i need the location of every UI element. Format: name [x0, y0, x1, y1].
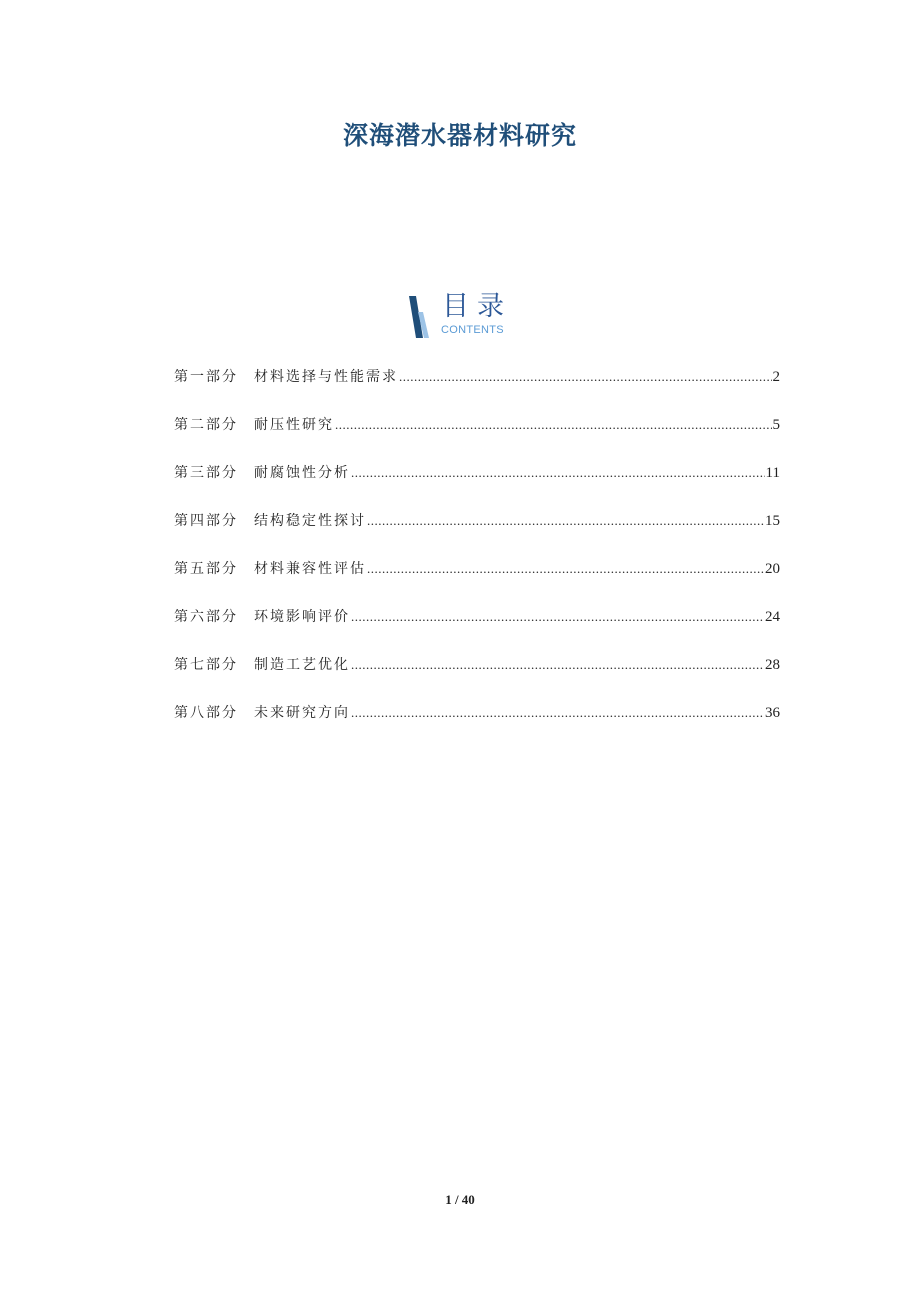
toc-entry-part: 第三部分: [174, 465, 238, 481]
toc-entry-title: 结构稳定性探讨: [254, 513, 366, 529]
toc-entry-page: 24: [765, 609, 780, 625]
toc-entry[interactable]: [174, 654, 780, 702]
document-title: 深海潜水器材料研究: [342, 121, 577, 150]
toc-entry-leader: [351, 702, 764, 724]
toc-entry-title: 材料兼容性评估: [254, 561, 366, 577]
toc-entry[interactable]: [174, 558, 780, 606]
toc-entry-page: 5: [772, 417, 780, 433]
toc-entry-page: 36: [765, 705, 780, 721]
slanted-bars-icon: [406, 294, 432, 340]
toc-entry-leader: [367, 510, 764, 532]
toc-entry-page: 11: [765, 465, 780, 481]
toc-entry-part: 第五部分: [174, 561, 238, 577]
toc-entry[interactable]: [174, 462, 780, 510]
toc-entry-leader: [351, 606, 764, 628]
toc-entry-leader: [351, 654, 764, 676]
toc-entry-leader: [335, 414, 772, 436]
toc-entry-leader: [351, 462, 765, 484]
toc-entry-leader: [367, 558, 764, 580]
toc-entry-title: 制造工艺优化: [254, 657, 350, 673]
toc-entry[interactable]: [174, 366, 780, 414]
toc-entry-title: 材料选择与性能需求: [254, 369, 398, 385]
toc-entry-page: 15: [765, 513, 780, 529]
toc-entry-title: 未来研究方向: [254, 705, 350, 721]
toc-entry-title: 耐压性研究: [254, 417, 334, 433]
toc-entry[interactable]: [174, 510, 780, 558]
toc-entry-page: 20: [765, 561, 780, 577]
page-number: 1 / 40: [445, 1192, 475, 1207]
toc-entry-part: 第一部分: [174, 369, 238, 385]
toc-entry[interactable]: [174, 606, 780, 654]
toc-entry[interactable]: [174, 702, 780, 750]
toc-entry-title: 环境影响评价: [254, 609, 350, 625]
toc-entry-part: 第二部分: [174, 417, 238, 433]
toc-entry-part: 第六部分: [174, 609, 238, 625]
toc-entry-page: 2: [772, 369, 780, 385]
toc-entry-leader: [399, 366, 772, 388]
toc-entry-page: 28: [765, 657, 780, 673]
toc-heading-title: 目录: [442, 291, 512, 322]
toc-heading: [404, 292, 544, 342]
toc-entry-title: 耐腐蚀性分析: [254, 465, 350, 481]
toc-entry-part: 第七部分: [174, 657, 238, 673]
toc-entry[interactable]: [174, 414, 780, 462]
toc-heading-subtitle: CONTENTS: [441, 324, 504, 336]
toc-entry-part: 第八部分: [174, 705, 238, 721]
toc-list: [174, 366, 780, 750]
toc-entry-part: 第四部分: [174, 513, 238, 529]
